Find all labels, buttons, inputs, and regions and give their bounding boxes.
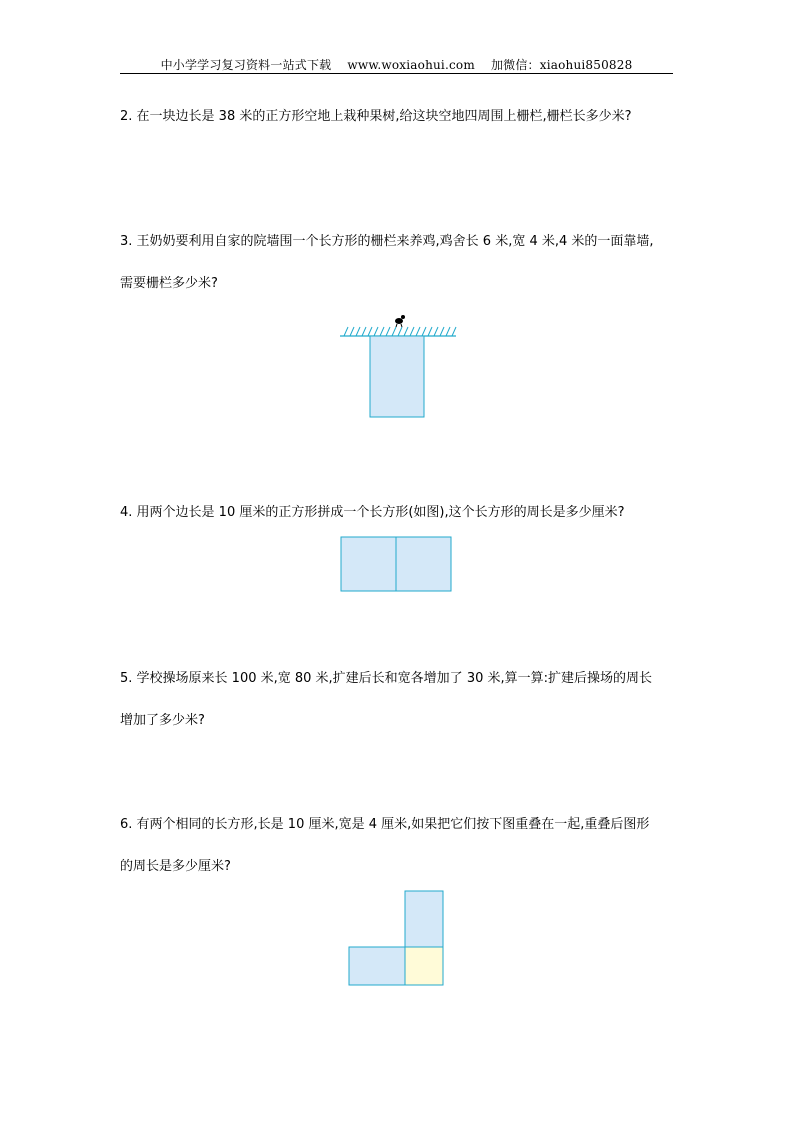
overlap-square bbox=[405, 947, 443, 985]
question-4: 4. 用两个边长是 10 厘米的正方形拼成一个长方形(如图),这个长方形的周长是多少厘米? bbox=[120, 505, 625, 520]
question-6: 6. 有两个相同的长方形,长是 10 厘米,宽是 4 厘米,如果把它们按下图重叠在一起,重叠后图形 bbox=[120, 817, 650, 832]
coop-rectangle bbox=[370, 336, 424, 417]
header-site: www.woxiaohui.com bbox=[347, 58, 475, 72]
header-wechat: 加微信：xiaohui850828 bbox=[490, 58, 633, 72]
question-5-cont: 增加了多少米? bbox=[120, 713, 205, 728]
chicken-icon bbox=[395, 315, 405, 327]
figure-two-squares bbox=[341, 537, 451, 591]
figure-coop bbox=[340, 315, 456, 417]
question-5: 5. 学校操场原来长 100 米,宽 80 米,扩建后长和宽各增加了 30 米,算一算:扩建后操场的周长 bbox=[120, 671, 653, 686]
wall-hatching bbox=[344, 327, 456, 336]
question-3: 3. 王奶奶要利用自家的院墙围一个长方形的栅栏来养鸡,鸡舍长 6 米,宽 4 米,4 米的一面靠墙, bbox=[120, 234, 654, 249]
square-left bbox=[341, 537, 396, 591]
header-title: 中小学学习复习资料一站式下载 bbox=[160, 58, 332, 72]
question-3-cont: 需要栅栏多少米? bbox=[120, 276, 218, 291]
figure-overlap bbox=[349, 891, 443, 985]
question-6-cont: 的周长是多少厘米? bbox=[120, 859, 231, 874]
square-right bbox=[396, 537, 451, 591]
question-2: 2. 在一块边长是 38 米的正方形空地上栽种果树,给这块空地四周围上栅栏,栅栏长多少米? bbox=[120, 109, 632, 124]
